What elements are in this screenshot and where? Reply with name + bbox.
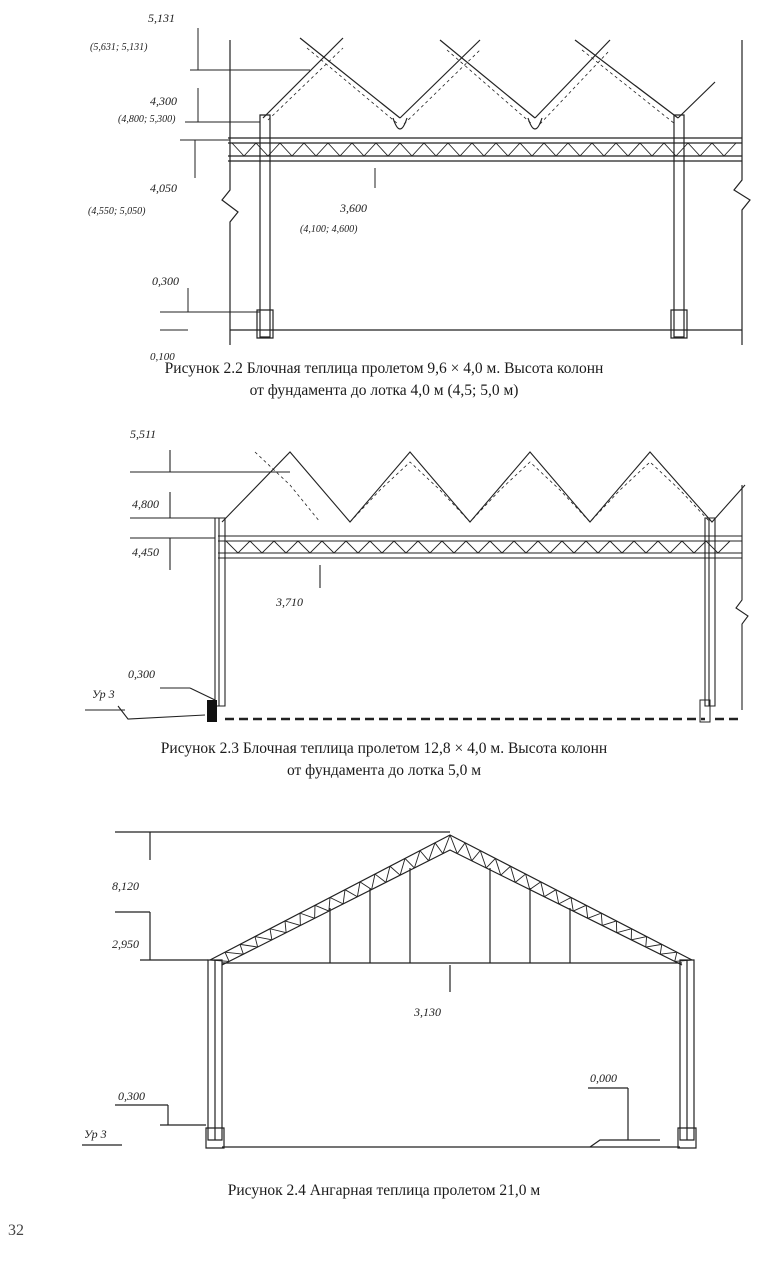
caption-line: от фундамента до лотка 4,0 м (4,5; 5,0 м) — [249, 382, 519, 399]
truss-diagonal — [255, 937, 272, 940]
dim-gutter: 4,800 — [132, 497, 159, 511]
truss-diagonal — [457, 843, 465, 854]
dim-truss-bottom-alt: (4,100; 4,600) — [300, 224, 358, 235]
dim-truss-top-alt: (4,550; 5,050) — [88, 206, 146, 217]
dim-base: 0,300 — [118, 1089, 145, 1103]
dim-base: 0,300 — [128, 667, 155, 681]
truss-diagonal — [372, 874, 375, 889]
truss-diagonal — [544, 890, 556, 897]
truss-diagonal — [225, 952, 243, 954]
roof-outer-chord — [210, 835, 692, 960]
truss-diagonal — [660, 944, 662, 954]
dim-truss-top: 4,050 — [150, 181, 177, 195]
truss-diagonal — [486, 858, 495, 868]
dim-truss-bottom: 3,600 — [340, 201, 367, 215]
truss-diagonal — [330, 898, 343, 904]
figure-2-2 — [0, 0, 768, 363]
dim-cut: 0,100 — [150, 351, 175, 363]
truss-diagonal — [420, 851, 429, 861]
truss-diagonal — [631, 937, 646, 940]
truss-diagonal — [660, 952, 677, 954]
truss-diagonal — [225, 952, 229, 961]
dim-zero: 0,000 — [590, 1071, 617, 1085]
truss-diagonal — [472, 851, 481, 861]
page-number: 32 — [8, 1222, 24, 1239]
truss-diagonal — [270, 929, 272, 940]
caption-line: Рисунок 2.3 Блочная теплица пролетом 12,8 × 4,0 м. Высота колонн — [160, 740, 608, 757]
dim-ridge: 5,131 — [148, 11, 175, 25]
rafter — [263, 38, 343, 118]
truss-diagonal — [375, 874, 386, 882]
caption-line: Рисунок 2.2 Блочная теплица пролетом 9,6 × 4,0 м. Высота колонн — [164, 360, 604, 377]
truss-diagonal — [270, 929, 286, 933]
truss-diagonal — [501, 866, 511, 875]
truss-diagonal — [285, 921, 300, 926]
truss-diagonal — [240, 944, 258, 947]
truss-diagonal — [390, 866, 400, 875]
truss-diagonal — [515, 874, 525, 882]
truss-diagonal — [405, 858, 414, 868]
dim-truss-top: 4,450 — [132, 545, 159, 559]
gutter — [393, 118, 407, 129]
figure-2-3-drawing — [0, 410, 768, 730]
truss-diagonal — [435, 843, 443, 854]
dim-tie: 3,130 — [414, 1005, 441, 1019]
truss-diagonal — [617, 929, 632, 933]
truss-diagonal — [586, 905, 588, 918]
caption-line: от фундамента до лотка 5,0 м — [286, 762, 482, 779]
truss-diagonal — [530, 882, 541, 890]
truss-diagonal — [571, 898, 573, 912]
dim-base: 0,300 — [152, 274, 179, 288]
dim-ridge-alt: (5,631; 5,131) — [90, 42, 148, 53]
column-right — [705, 518, 715, 706]
figure-2-2-caption — [0, 358, 768, 402]
truss-diagonal — [541, 882, 545, 897]
truss-diagonal — [602, 921, 616, 926]
dim-ridge: 5,511 — [130, 427, 157, 441]
caption-line: Рисунок 2.4 Ангарная теплица пролетом 21,0 м — [227, 1182, 541, 1199]
truss-diagonal — [240, 944, 243, 954]
figure-2-4-drawing — [0, 820, 768, 1160]
truss-diagonal — [345, 890, 357, 897]
truss-diagonal — [588, 913, 602, 918]
foundation-left — [207, 700, 217, 722]
figure-2-4-caption — [0, 1180, 768, 1202]
truss-diagonal — [226, 541, 730, 553]
truss-diagonal — [315, 905, 329, 911]
dim-gutter-alt: (4,800; 5,300) — [118, 114, 176, 125]
truss-diagonal — [357, 882, 360, 897]
truss-diagonal — [601, 913, 602, 925]
dim-ground: Ур 3 — [92, 687, 115, 701]
truss-diagonal — [285, 921, 286, 933]
column-left — [215, 518, 225, 706]
truss-diagonal — [675, 952, 677, 961]
truss-diagonal — [360, 882, 372, 890]
truss-diagonal — [646, 944, 662, 947]
figure-2-3-caption — [0, 738, 768, 782]
dim-gutter: 4,300 — [150, 94, 177, 108]
truss-diagonal — [559, 898, 571, 904]
dim-truss-bottom: 3,710 — [276, 595, 303, 609]
truss-web — [226, 541, 730, 553]
truss-diagonal — [573, 905, 586, 911]
truss-diagonal — [300, 913, 315, 918]
truss-diagonal — [646, 937, 647, 947]
truss-web — [232, 143, 736, 156]
roof-inner-chord — [222, 850, 682, 965]
truss-diagonal — [343, 890, 345, 904]
truss-diagonal — [255, 937, 258, 947]
figure-2-2-drawing — [0, 0, 768, 363]
truss-diagonal — [232, 143, 736, 156]
truss-web — [210, 835, 692, 961]
figure-2-4 — [0, 820, 768, 1160]
dim-ridge: 8,120 — [112, 879, 139, 893]
figure-2-3 — [0, 410, 768, 730]
dim-roof-height: 2,950 — [112, 937, 139, 951]
truss-diagonal — [556, 890, 559, 904]
dim-ground: Ур 3 — [84, 1127, 107, 1141]
